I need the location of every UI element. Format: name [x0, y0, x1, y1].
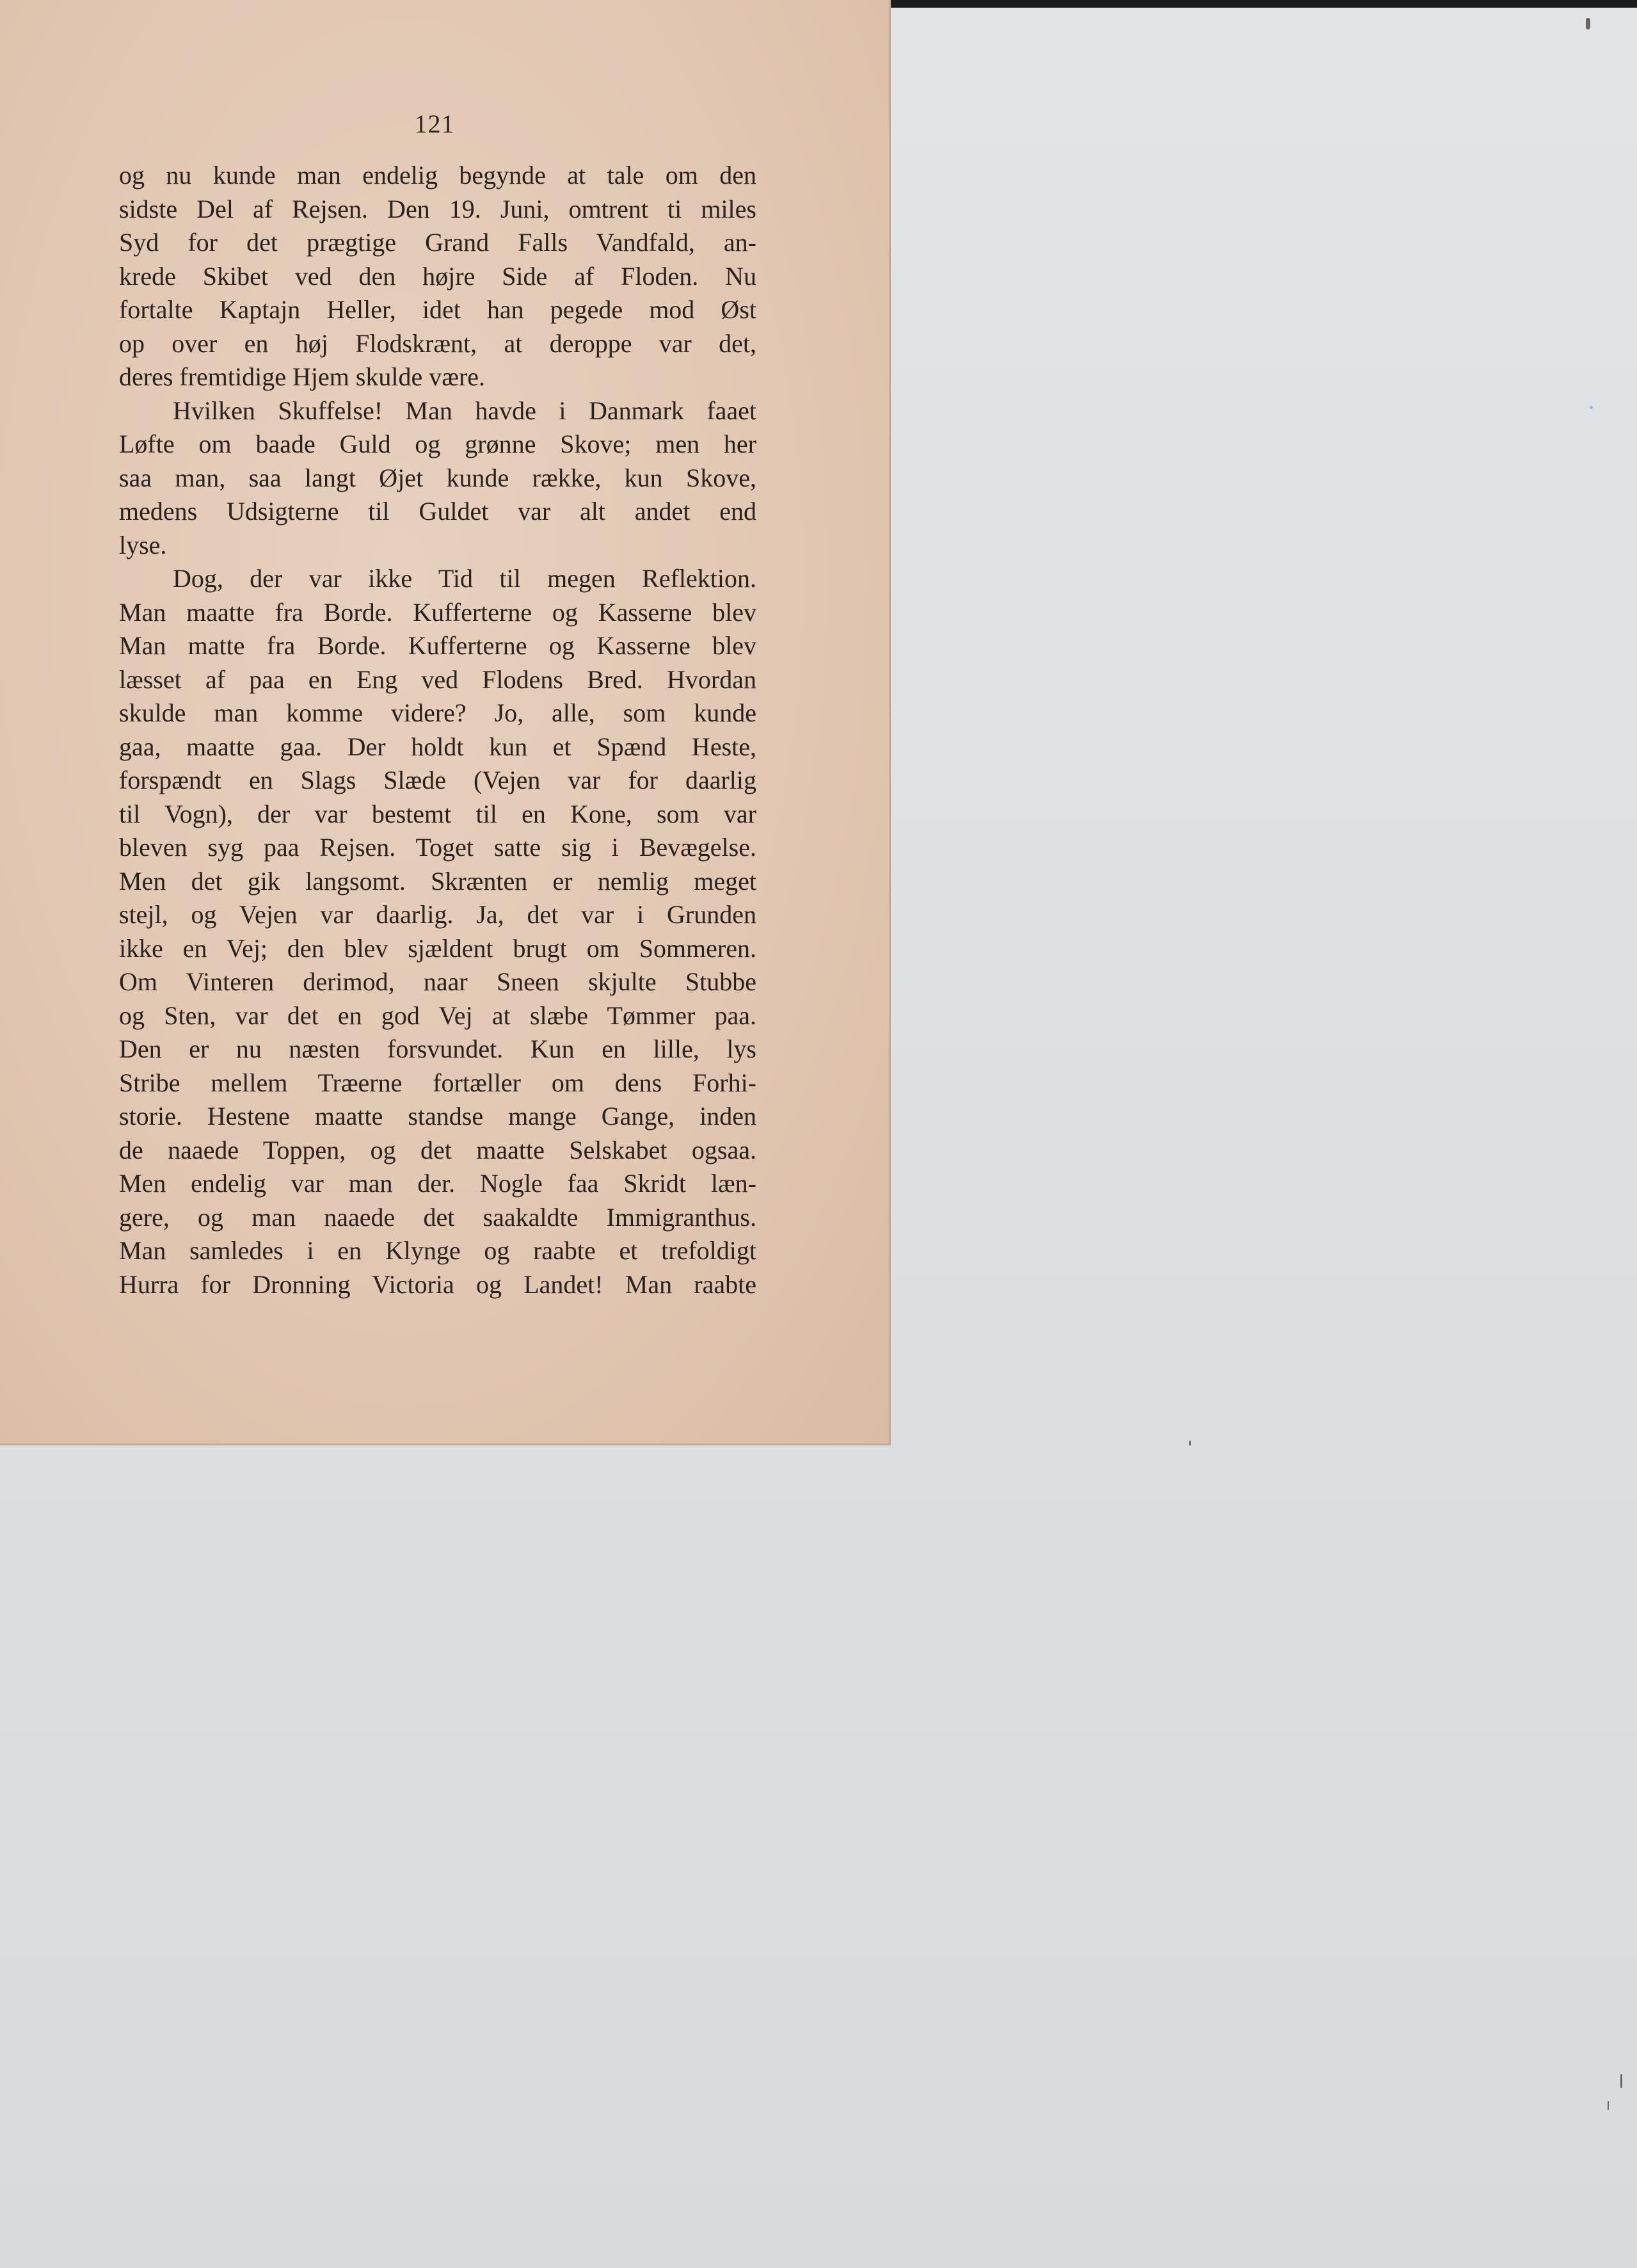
dust-speck: [1590, 406, 1593, 409]
text-line: skulde man komme videre? Jo, alle, som kunde: [119, 698, 756, 727]
text-line: sidste Del af Rejsen. Den 19. Juni, omtrent ti miles: [119, 194, 756, 223]
text-line: stejl, og Vejen var daarlig. Ja, det var i Grunden: [119, 900, 756, 929]
page-number: 121: [414, 109, 455, 138]
text-line: læsset af paa en Eng ved Flodens Bred. Hvordan: [119, 664, 756, 694]
text-line: gaa, maatte gaa. Der holdt kun et Spænd Heste,: [119, 732, 756, 761]
text-line: lyse.: [119, 530, 167, 559]
text-line: Men det gik langsomt. Skrænten er nemlig meget: [119, 866, 756, 896]
text-line: de naaede Toppen, og det maatte Selskabet ogsaa.: [119, 1135, 756, 1164]
text-line: deres fremtidige Hjem skulde være.: [119, 362, 486, 391]
text-line: saa man, saa langt Øjet kunde række, kun Skove,: [119, 463, 756, 492]
text-line: Om Vinteren derimod, naar Sneen skjulte Stubbe: [119, 967, 756, 996]
dust-speck: [1608, 2101, 1609, 2110]
text-line: forspændt en Slags Slæde (Vejen var for daarlig: [119, 766, 756, 794]
text-line: Men endelig var man der. Nogle faa Skridt læn-: [119, 1169, 756, 1198]
text-line: bleven syg paa Rejsen. Toget satte sig i Bevægelse.: [119, 833, 756, 862]
text-line: Dog, der var ikke Tid til megen Reflektion.: [173, 564, 756, 593]
text-line: og nu kunde man endelig begynde at tale om den: [119, 161, 756, 189]
text-line: ikke en Vej; den blev sjældent brugt om Sommeren.: [119, 933, 756, 963]
text-line: medens Udsigterne til Guldet var alt andet end: [119, 497, 756, 526]
book-page: [0, 0, 891, 1445]
text-line: op over en høj Flodskrænt, at deroppe var det,: [119, 328, 756, 358]
text-line: krede Skibet ved den højre Side af Floden. Nu: [119, 261, 756, 291]
text-line: Den er nu næsten forsvundet. Kun en lille, lys: [119, 1034, 756, 1063]
dust-speck: [1620, 2074, 1622, 2088]
text-line: gere, og man naaede det saakaldte Immigranthus.: [119, 1202, 756, 1232]
dust-speck: [1586, 18, 1590, 29]
body-text: [119, 159, 756, 1301]
text-line: storie. Hestene maatte standse mange Gange, inden: [119, 1102, 756, 1130]
text-line: til Vogn), der var bestemt til en Kone, som var: [119, 799, 756, 828]
text-line: Stribe mellem Træerne fortæller om dens Forhi-: [119, 1068, 756, 1097]
text-line: Syd for det prægtige Grand Falls Vandfald, an-: [119, 228, 756, 257]
text-line: Løfte om baade Guld og grønne Skove; men her: [119, 430, 756, 458]
text-line: fortalte Kaptajn Heller, idet han pegede mod Øst: [119, 295, 756, 324]
text-line: Man samledes i en Klynge og raabte et trefoldigt: [119, 1236, 756, 1265]
dust-speck: [1189, 1440, 1191, 1446]
text-line: Hurra for Dronning Victoria og Landet! Man raabte: [119, 1269, 756, 1299]
text-line: og Sten, var det en god Vej at slæbe Tømmer paa.: [119, 1001, 756, 1030]
text-line: Man maatte fra Borde. Kufferterne og Kasserne blev: [119, 597, 756, 627]
text-line: Hvilken Skuffelse! Man havde i Danmark faaet: [173, 396, 756, 425]
scanner-edge-shadow: [883, 0, 1637, 8]
text-line: Man matte fra Borde. Kufferterne og Kasserne blev: [119, 631, 756, 660]
